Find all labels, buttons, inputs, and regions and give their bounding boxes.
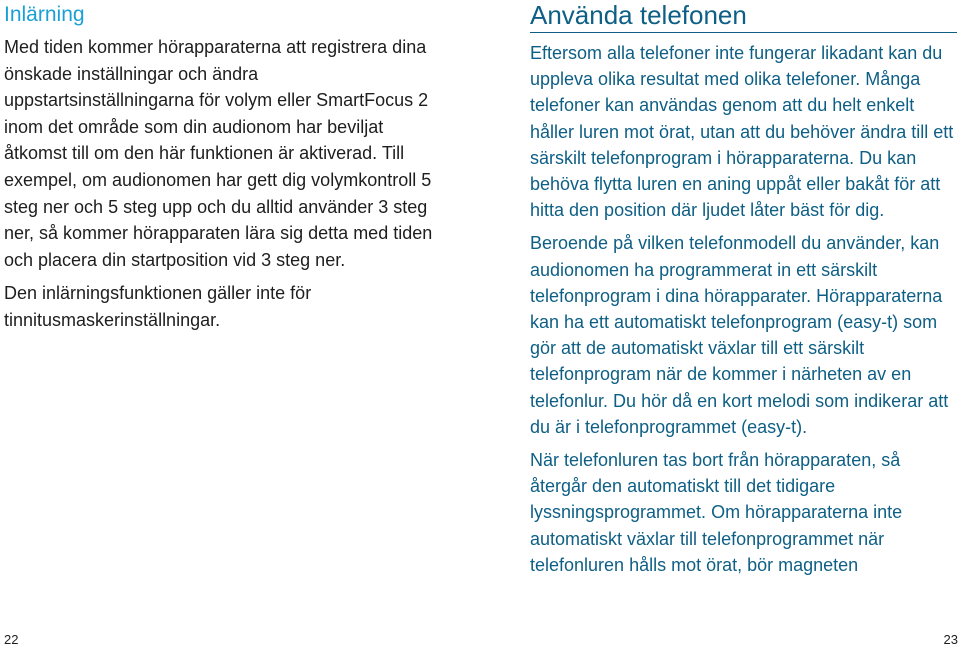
left-page-body bbox=[4, 34, 436, 341]
right-page-heading: Använda telefonen bbox=[530, 0, 957, 33]
right-paragraph-2: Beroende på vilken telefonmodell du använder, kan audionomen ha programmerat in ett särskilt telefonprogram i dina hörapparater. Hörapparaterna kan ha ett automatiskt telefonprogram (easy-t) som gör att de automatiskt växlar till ett särskilt telefonprogram när de kommer i närheten av en telefonlur. Du hör då en kort melodi som indikerar att du är i telefonprogrammet (easy-t). bbox=[530, 233, 949, 437]
left-page bbox=[0, 0, 440, 650]
left-paragraph-1: Med tiden kommer hörapparaterna att registrera dina önskade inställningar och ändra uppstartsinställningarna för volym eller SmartFocus 2 inom det område som din audionom har beviljat åtkomst till om den här funktionen är aktiverad. Till exempel, om audionomen har gett dig volymkontroll 5 steg ner och 5 steg upp och du alltid använder 3 steg ner, så kommer hörapparaten lära sig detta med tiden och placera din startposition vid 3 steg ner. bbox=[4, 37, 433, 270]
right-paragraph-3: När telefonluren tas bort från hörapparaten, så återgår den automatiskt till det tidigare lyssningsprogrammet. Om hörapparaterna inte automatiskt växlar till telefonprogrammet när telefonluren hålls mot örat, bör magneten bbox=[530, 450, 903, 575]
page-number-right: 23 bbox=[943, 632, 958, 647]
page-number-left: 22 bbox=[4, 632, 19, 647]
left-paragraph-2: Den inlärningsfunktionen gäller inte för tinnitusmaskerinställningar. bbox=[4, 283, 312, 330]
right-page-body bbox=[530, 40, 958, 585]
right-paragraph-1: Eftersom alla telefoner inte fungerar likadant kan du uppleva olika resultat med olika telefoner. Många telefoner kan användas genom att du helt enkelt håller luren mot örat, utan att du behöver ändra till ett särskilt telefonprogram i hörapparaterna. Du kan behöva flytta luren en aning uppåt eller bakåt för att hitta den position där ljudet låter bäst för dig. bbox=[530, 43, 954, 221]
right-page bbox=[520, 0, 960, 650]
left-page-heading: Inlärning bbox=[4, 3, 85, 26]
